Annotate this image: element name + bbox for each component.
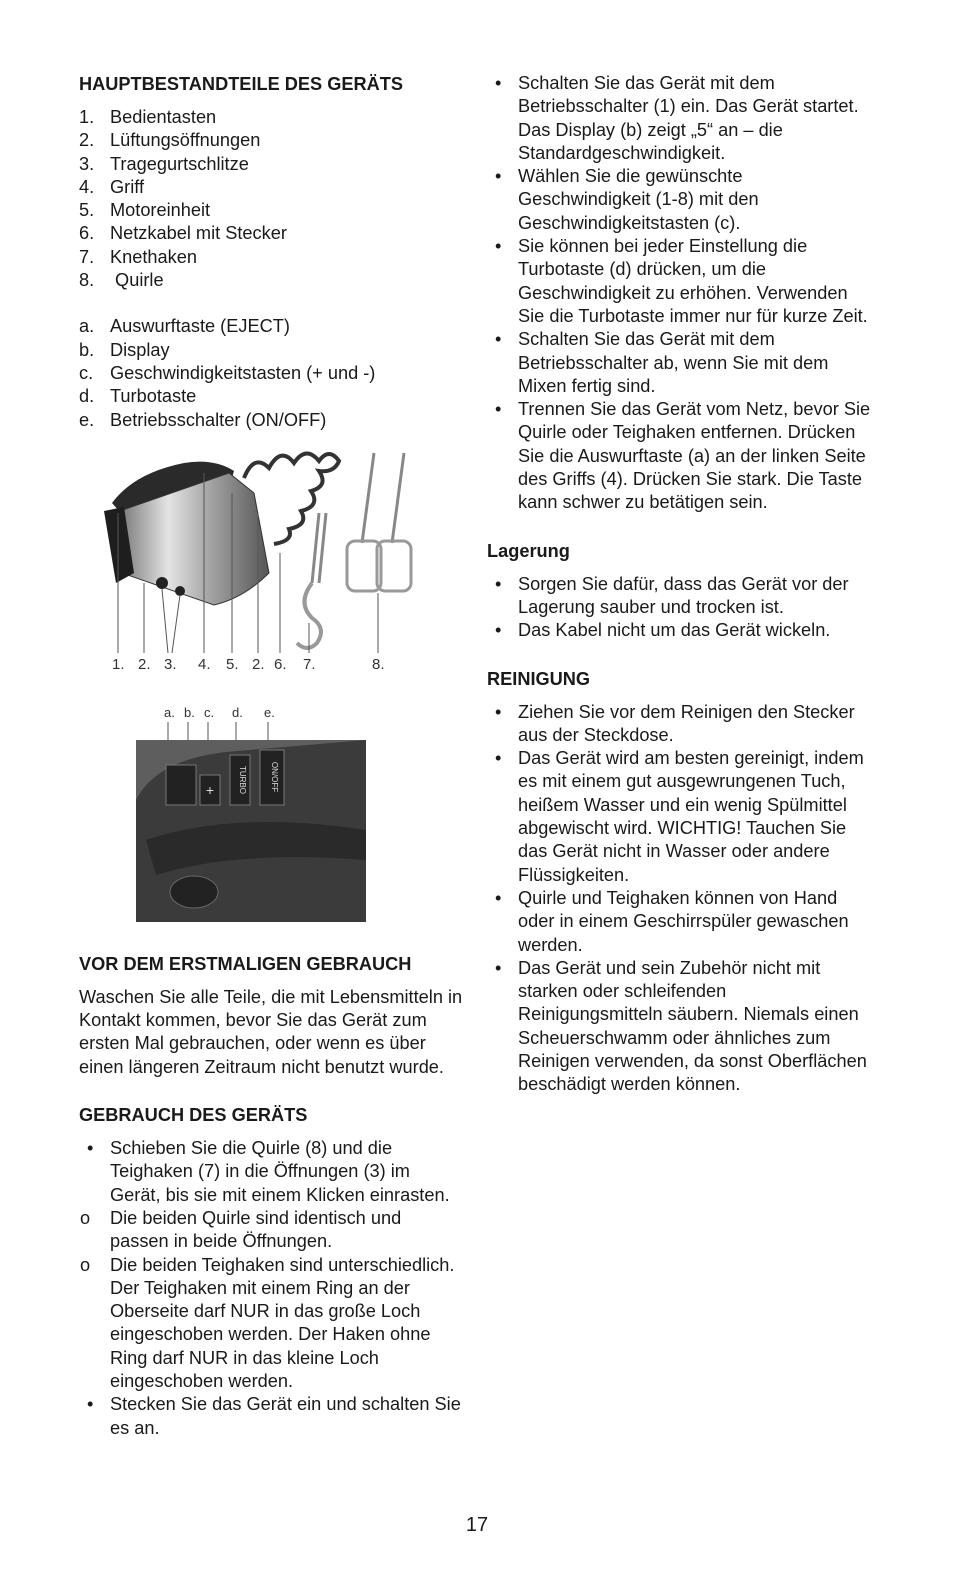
list-item: 4. Griff (79, 176, 145, 197)
list-item: 8. Quirle (79, 270, 164, 291)
first-use-heading: VOR DEM ERSTMALIGEN GEBRAUCH (79, 953, 412, 974)
list-item: • Trennen Sie das Gerät vom Netz, bevor Sie Quirle oder Teighaken entfernen. Drücken Sie die Auswurftaste (a) an der linken Seite des Griffs (4). Drücken Sie stark. Die Taste kann schwer zu betätigen sein. (495, 399, 871, 513)
storage-list (487, 573, 872, 643)
figure-label: 2. (252, 656, 265, 673)
figure-label: 2. (138, 656, 151, 673)
figure-label: 8. (372, 656, 385, 673)
beater-shape (392, 453, 404, 543)
beater-shape (362, 453, 374, 543)
figure-label: 1. (112, 656, 125, 673)
list-item: • Sie können bei jeder Einstellung die Turbotaste (d) drücken, um die Geschwindigkeit zu erhöhen. Verwenden Sie die Turbotaste immer nur für kurze Zeit. (495, 236, 868, 326)
list-item: e. Betriebsschalter (ON/OFF) (79, 409, 327, 430)
figure-label: 6. (274, 656, 287, 673)
figure-label: b. (184, 705, 195, 720)
list-item: b. Display (79, 339, 170, 360)
first-use-text: Waschen Sie alle Teile, die mit Lebensmitteln in Kontakt kommen, bevor Sie das Gerät zum ersten Mal gebrauchen, oder wenn es über einen längeren Zeitraum nicht benutzt wurde. (79, 986, 463, 1077)
svg-text:+: + (205, 782, 215, 798)
control-panel-figure (136, 700, 366, 922)
figure-label: 5. (226, 656, 239, 673)
list-item: 7. Knethaken (79, 246, 197, 267)
cleaning-list (487, 701, 872, 1097)
list-item: 3. Tragegurtschlitze (79, 153, 249, 174)
list-item: • Stecken Sie das Gerät ein und schalten Sie es an. (87, 1394, 461, 1438)
figure-label: a. (164, 705, 175, 720)
list-item: • Quirle und Teighaken können von Hand oder in einem Geschirrspüler gewaschen werden. (495, 887, 849, 955)
cleaning-heading: REINIGUNG (487, 668, 591, 689)
list-item: c. Geschwindigkeitstasten (+ und -) (79, 362, 376, 383)
figure-label: 7. (303, 656, 316, 673)
usage-list-left (79, 1137, 464, 1440)
storage-heading: Lagerung (487, 540, 570, 561)
right-column (487, 72, 872, 1097)
svg-text:TURBO: TURBO (238, 766, 247, 794)
list-item: • Schalten Sie das Gerät mit dem Betriebsschalter (1) ein. Das Gerät startet. Das Display (b) zeigt „5“ an – die Standardgeschwindigkeit. (495, 73, 859, 163)
page-number: 17 (465, 1514, 489, 1536)
components-heading: HAUPTBESTANDTEILE DES GERÄTS (79, 74, 404, 94)
svg-text:ON/OFF: ON/OFF (270, 761, 279, 793)
list-item: 5. Motoreinheit (79, 200, 211, 221)
figure-label: d. (232, 705, 243, 720)
list-item: d. Turbotaste (79, 386, 197, 407)
list-item: o Die beiden Quirle sind identisch und passen in beide Öffnungen. (80, 1207, 402, 1252)
list-item: • Schalten Sie das Gerät mit dem Betriebsschalter ab, wenn Sie mit dem Mixen fertig sind. (495, 329, 829, 396)
list-item: • Das Gerät und sein Zubehör nicht mit starken oder schleifenden Reinigungsmitteln säubern. Niemals einen Scheuerschwamm oder ähnliches zum Reinigen verwenden, da sonst Oberflächen beschädigt werden können. (495, 957, 867, 1095)
list-item: • Das Gerät wird am besten gereinigt, indem es mit einem gut ausgewrungenen Tuch, heißem Wasser und ein wenig Spülmittel abgewischt wird. WICHTIG! Tauchen Sie das Gerät nicht in Wasser oder andere Flüssigkeiten. (495, 748, 864, 885)
list-item: a. Auswurftaste (EJECT) (79, 316, 290, 337)
usage-heading: GEBRAUCH DES GERÄTS (79, 1105, 308, 1126)
list-item: 2. Lüftungsöffnungen (79, 130, 261, 151)
socket-shape (156, 577, 168, 589)
dough-hook-shape (312, 513, 319, 583)
list-item: o Die beiden Teighaken sind unterschiedlich. Der Teighaken mit einem Ring an der Oberseite darf NUR in das große Loch eingeschoben werden. Der Haken ohne Ring darf NUR in das kleine Loch eingeschoben werden. (80, 1254, 455, 1392)
list-item: • Sorgen Sie dafür, dass das Gerät vor der Lagerung sauber und trocken ist. (495, 573, 849, 617)
display-shape (166, 765, 196, 805)
list-item: • Das Kabel nicht um das Gerät wickeln. (495, 620, 831, 641)
usage-list-right (487, 72, 872, 515)
list-item: • Wählen Sie die gewünschte Geschwindigkeit (1-8) mit den Geschwindigkeitstasten (c). (495, 166, 759, 233)
socket-shape (175, 586, 185, 596)
components-list (79, 106, 464, 292)
list-item: 6. Netzkabel mit Stecker (79, 223, 287, 244)
figure-label: e. (264, 705, 275, 720)
list-item: • Schieben Sie die Quirle (8) und die Teighaken (7) in die Öffnungen (3) im Gerät, bis sie mit einem Klicken einrasten. (87, 1138, 450, 1205)
mixer-parts-figure (94, 433, 414, 678)
controls-list (79, 315, 464, 431)
figure-label: 4. (198, 656, 211, 673)
figure-label: c. (204, 705, 215, 720)
eject-button-shape (170, 876, 218, 908)
list-item: • Ziehen Sie vor dem Reinigen den Stecker aus der Steckdose. (495, 701, 855, 745)
figure-label: 3. (164, 656, 177, 673)
list-item: 1. Bedientasten (79, 107, 217, 127)
